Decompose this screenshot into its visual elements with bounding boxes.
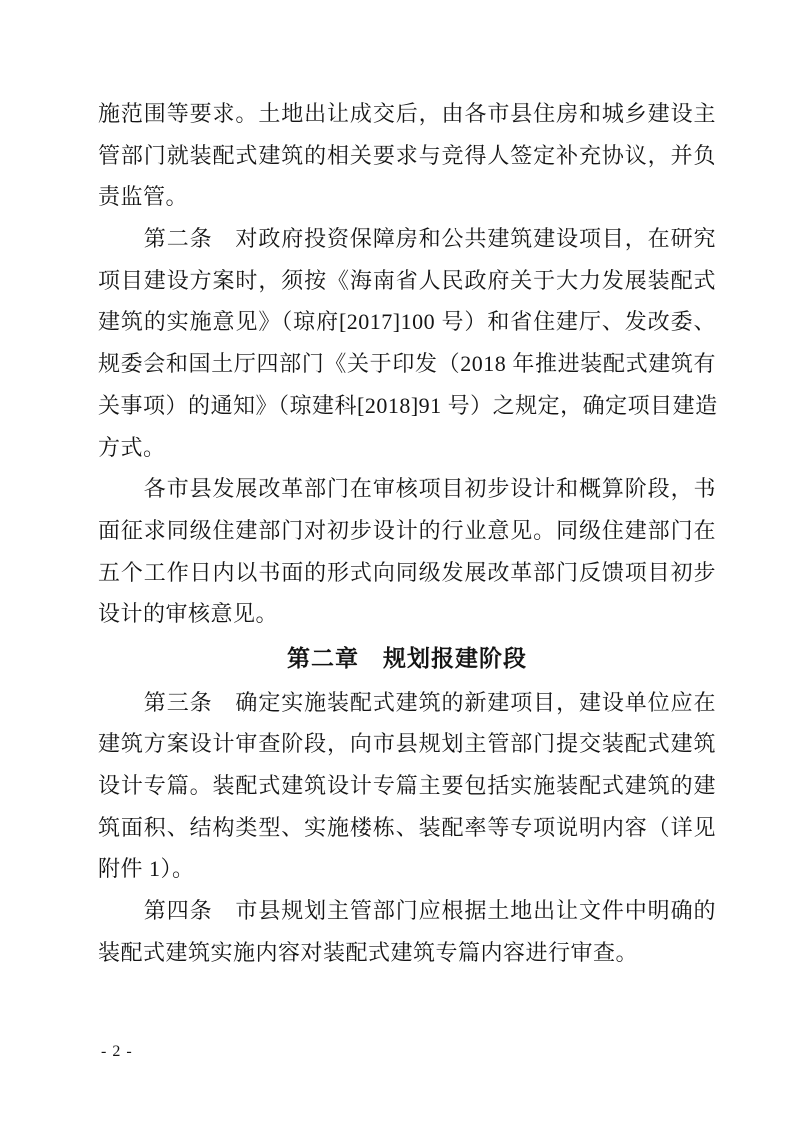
document-body (98, 93, 716, 973)
page-number: - 2 - (101, 1043, 133, 1060)
body-line: 方式。 (98, 434, 166, 460)
paragraph-article-3 (98, 682, 716, 890)
body-line: 第二条 对政府投资保障房和公共建筑建设项目，在研究 (98, 226, 716, 252)
page-footer (101, 1042, 133, 1062)
paragraph-review-process (98, 468, 716, 635)
body-line: 第四条 市县规划主管部门应根据土地出让文件中明确的 (98, 898, 716, 924)
body-line: 关事项）的通知》（琼建科[2018]91 号）之规定，确定项目建造 (98, 392, 718, 418)
body-line: 施范围等要求。土地出让成交后，由各市县住房和城乡建设主 (98, 101, 716, 126)
body-line: 设计专篇。装配式建筑设计专篇主要包括实施装配式建筑的建 (98, 773, 716, 798)
body-line: 设计的审核意见。 (98, 601, 279, 627)
body-line: 项目建设方案时，须按《海南省人民政府关于大力发展装配式 (98, 267, 716, 293)
paragraph-continuation (98, 93, 716, 218)
chapter-heading: 第二章 规划报建阶段 (287, 645, 527, 671)
body-line: 附件 1）。 (98, 856, 195, 882)
body-line: 筑面积、结构类型、实施楼栋、装配率等专项说明内容（详见 (98, 814, 716, 840)
body-line: 责监管。 (98, 184, 189, 210)
body-line: 建筑的实施意见》（琼府[2017]100 号）和省住建厅、发改委、 (98, 309, 716, 335)
body-line: 面征求同级住建部门对初步设计的行业意见。同级住建部门在 (98, 517, 716, 543)
body-line: 建筑方案设计审查阶段，向市县规划主管部门提交装配式建筑 (98, 731, 716, 757)
body-line: 各市县发展改革部门在审核项目初步设计和概算阶段，书 (98, 476, 716, 502)
paragraph-article-4 (98, 890, 716, 973)
body-line: 第三条 确定实施装配式建筑的新建项目，建设单位应在 (98, 689, 716, 715)
paragraph-article-2 (98, 218, 716, 468)
body-line: 装配式建筑实施内容对装配式建筑专篇内容进行审查。 (98, 939, 639, 965)
body-line: 规委会和国土厅四部门《关于印发（2018 年推进装配式建筑有 (98, 351, 716, 377)
body-line: 五个工作日内以书面的形式向同级发展改革部门反馈项目初步 (98, 559, 716, 585)
body-line: 管部门就装配式建筑的相关要求与竞得人签定补充协议，并负 (98, 142, 716, 168)
